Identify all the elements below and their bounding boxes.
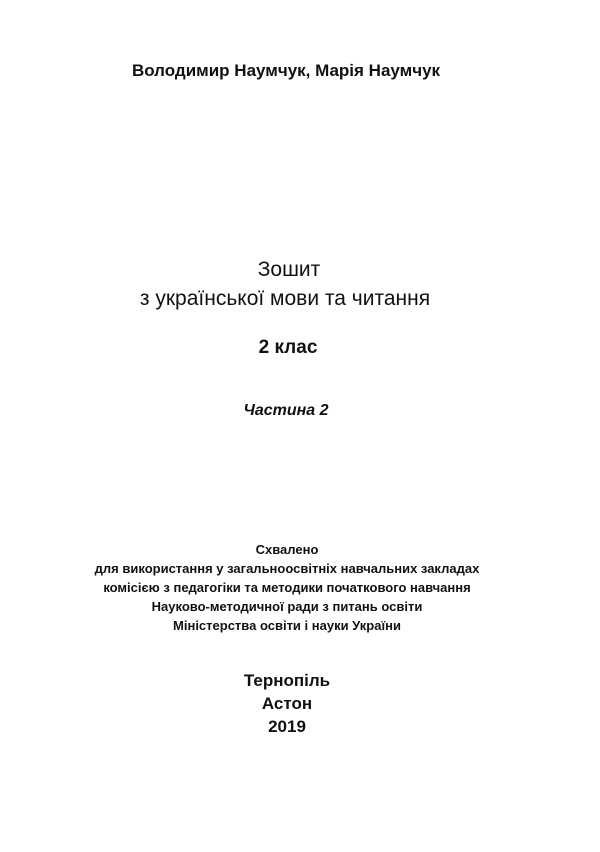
approval-line-council: Науково-методичної ради з питань освіти [151,599,423,614]
grade-label: 2 клас [258,337,318,358]
approval-line-ministry: Міністерства освіти і науки України [173,618,401,633]
approval-line-commission: комісією з педагогіки та методики початкового навчання [103,580,471,595]
imprint-year: 2019 [268,717,306,736]
book-title-line-2: з української мови та читання [139,287,431,310]
imprint-city: Тернопіль [243,671,331,690]
imprint-block [0,669,587,738]
approval-line-approved: Схвалено [255,542,319,557]
approval-line-usage: для використання у загальноосвітніх навчальних закладах [94,561,480,576]
imprint-publisher: Астон [261,694,313,713]
approval-block [0,540,587,635]
authors-line: Володимир Наумчук, Марія Наумчук [131,61,441,80]
part-label: Частина 2 [243,402,329,419]
book-title-line-1: Зошит [257,258,321,281]
